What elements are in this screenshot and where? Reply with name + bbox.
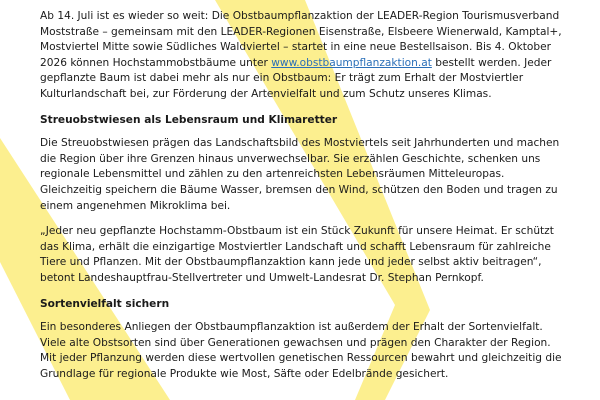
intro-text-before-link: Ab 14. Juli ist es wieder so weit: Die Obstbaumpflanzaktion der LEADER-Region Tourismusverband Moststraße – gemeinsam mit den LEADER-Regionen Eisenstraße, Elsbeere Wienerwald, Kamptal+, Mostviertel Mitte sowie Südliches Waldviertel – startet in eine neue Bestellsaison. Bis 4. Oktober 2026 können Hochstammobstbäume unter (40, 10, 562, 69)
section-heading-streuobstwiesen: Streuobstwiesen als Lebensraum und Klimaretter (40, 113, 338, 126)
order-website-link[interactable]: www.obstbaumpflanzaktion.at (271, 56, 432, 69)
intro-text-after-link: bestellt werden. Jeder gepflanzte Baum ist dabei mehr als nur ein Obstbaum: Er trägt zum Erhalt der Mostviertler Kulturlandschaft bei, zur Förderung der Artenvielfalt und zum Schutz unseres Klimas. (40, 56, 552, 100)
quote-paragraph: „Jeder neu gepflanzte Hochstamm-Obstbaum ist ein Stück Zukunft für unsere Heimat. Er schützt das Klima, erhält die einzigartige Mostviertler Landschaft und schafft Lebensraum für zahlreiche Tiere und Pflanzen. Mit der Obstbaumpflanzaktion kann jede und jeder selbst aktiv beitragen“, betont Landeshauptfrau-Stellvertreter und Umwelt-Landesrat Dr. Stephan Pernkopf. (40, 225, 554, 284)
intro-paragraph (40, 9, 564, 103)
article-body (40, 9, 564, 392)
streuobstwiesen-paragraph: Die Streuobstwiesen prägen das Landschaftsbild des Mostviertels seit Jahrhunderten und machen die Region über ihre Grenzen hinaus unverwechselbar. Sie erzählen Geschichte, schenken uns regionale Lebensmittel und zählen zu den artenreichsten Lebensräumen Mitteleuropas. Gleichzeitig speichern die Bäume Wasser, bremsen den Wind, schützen den Boden und tragen zu einem angenehmen Mikroklima bei. (40, 137, 560, 212)
sortenvielfalt-paragraph: Ein besonderes Anliegen der Obstbaumpflanzaktion ist außerdem der Erhalt der Sortenvielfalt. Viele alte Obstsorten sind über Generationen gewachsen und prägen den Charakter der Region. Mit jeder Pflanzung werden diese wertvollen genetischen Ressourcen bewahrt und gleichzeitig die Grundlage für regionale Produkte wie Most, Säfte oder Edelbrände gesichert. (40, 321, 562, 380)
section-heading-sortenvielfalt: Sortenvielfalt sichern (40, 297, 170, 310)
